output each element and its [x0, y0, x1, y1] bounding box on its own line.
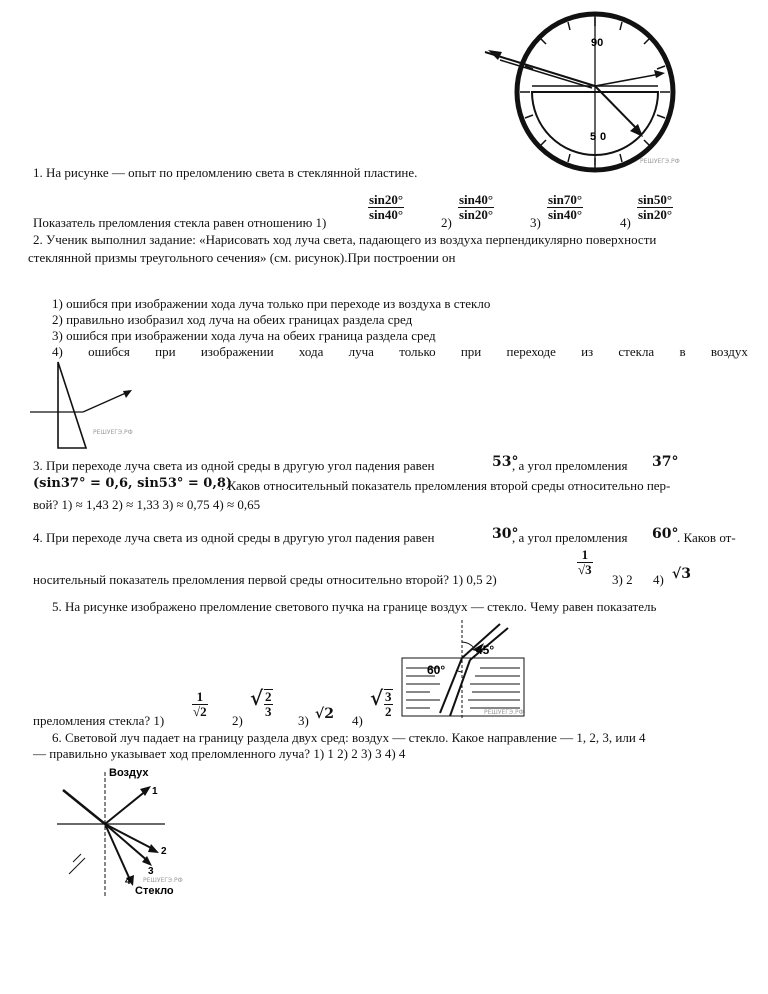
- q5-option-2-fraction: $\frac{2}{3}$: [265, 689, 272, 719]
- four-rays-figure: [55, 762, 195, 902]
- question-2-line-2: стеклянной призмы треугольного сечения» (см. рисунок).При построении он: [28, 250, 456, 265]
- ray-label-3: 3: [148, 866, 154, 877]
- disc-label-90: 90: [591, 37, 604, 49]
- q4-refraction-angle: 60°: [652, 526, 679, 542]
- question-3-options: вой? 1) ≈ 1,43 2) ≈ 1,33 3) ≈ 0,75 4) ≈ 0,65: [33, 497, 261, 512]
- question-2-option-4: 4) ошибся при изображении хода луча только при переходе из стекла в воздух: [52, 344, 748, 359]
- ray-label-4: 4: [125, 876, 131, 887]
- question-1-intro: 1. На рисунке — опыт по преломлению света в стеклянной пластине.: [33, 165, 418, 180]
- q4-incidence-angle: 30°: [492, 526, 519, 542]
- watermark: РЕШУЕГЭ.РФ: [93, 429, 133, 436]
- q5-option-2-sqrt: √: [250, 686, 264, 710]
- watermark: РЕШУЕГЭ.РФ: [143, 877, 183, 884]
- q1-option-4-label: 4): [620, 215, 631, 230]
- angle-60-label: 60°: [427, 663, 446, 677]
- beam-glass-figure: [400, 618, 530, 720]
- ray-label-2: 2: [161, 846, 167, 857]
- disc-label-0: 0: [600, 131, 607, 143]
- q1-option-1-fraction: $\frac{\sin 20^\circ}{\sin 40^\circ}$: [369, 192, 404, 222]
- label-glass: Стекло: [135, 885, 174, 897]
- q5-option-2-label: 2): [232, 713, 243, 728]
- question-2-option-1: 1) ошибся при изображении хода луча только при переходе из воздуха в стекло: [52, 296, 491, 311]
- q5-option-4-label: 4): [352, 713, 363, 728]
- q4-line-1-mid: , а угол преломления: [512, 530, 628, 545]
- q4-line-1-end: . Каков от-: [677, 530, 736, 545]
- refraction-disc-figure: [480, 20, 680, 170]
- ray-label-1: 1: [152, 786, 158, 797]
- q5-option-3-value: √2: [315, 706, 334, 722]
- q1-option-4-fraction: $\frac{\sin 50^\circ}{\sin 20^\circ}$: [638, 192, 673, 222]
- question-5-line-2: преломления стекла? 1): [33, 713, 165, 728]
- question-4-line-2: носительный показатель преломления первой среды относительно второй? 1) 0,5 2): [33, 572, 497, 587]
- q5-option-3-label: 3): [298, 713, 309, 728]
- q1-option-2-label: 2): [441, 215, 452, 230]
- q3-line-1-mid: , а угол преломления: [512, 458, 628, 473]
- watermark: РЕШУЕГЭ.РФ: [640, 158, 680, 165]
- q3-refraction-angle: 37°: [652, 454, 679, 470]
- prism-figure: [28, 360, 148, 455]
- q5-option-1-fraction: $\frac{1}{√2}$: [193, 689, 207, 719]
- question-1-answer-line: Показатель преломления стекла равен отношению 1): [33, 215, 327, 230]
- question-2-option-2: 2) правильно изобразил ход луча на обеих границах раздела сред: [52, 312, 413, 327]
- q1-option-3-label: 3): [530, 215, 541, 230]
- q1-option-3-fraction: $\frac{\sin 70^\circ}{\sin 40^\circ}$: [548, 192, 583, 222]
- q4-option-3: 3) 2: [612, 572, 633, 587]
- label-air: Воздух: [109, 767, 149, 779]
- q5-option-4-fraction: $\frac{3}{2}$: [385, 689, 392, 719]
- disc-label-5: 5: [590, 131, 597, 143]
- question-3-line-2: . Каков относительный показатель преломления второй среды относительно пер-: [221, 478, 671, 493]
- question-6-line-1: 6. Световой луч падает на границу раздела двух сред: воздух — стекло. Какое направление — 1, 2, 3, или 4: [52, 730, 646, 745]
- question-4-line-1: 4. При переходе луча света из одной среды в другую угол падения равен: [33, 530, 435, 545]
- question-3-line-1: 3. При переходе луча света из одной среды в другую угол падения равен: [33, 458, 435, 473]
- q3-incidence-angle: 53°: [492, 454, 519, 470]
- question-5-line-1: 5. На рисунке изображено преломление светового пучка на границе воздух — стекло. Чему равен показатель: [52, 599, 657, 614]
- q1-option-2-fraction: $\frac{\sin 40^\circ}{\sin 20^\circ}$: [459, 192, 494, 222]
- question-2-line-1: 2. Ученик выполнил задание: «Нарисовать ход луча света, падающего из воздуха перпендикулярно поверхности: [33, 232, 657, 247]
- question-6-line-2: — правильно указывает ход преломленного луча? 1) 1 2) 2 3) 3 4) 4: [33, 746, 406, 761]
- watermark: РЕШУЕГЭ.РФ: [484, 709, 524, 716]
- q4-option-4-label: 4): [653, 572, 664, 587]
- q3-sin-values: (sin37° = 0,6, sin53° = 0,8): [33, 476, 233, 491]
- q5-option-4-sqrt: √: [370, 686, 384, 710]
- q4-option-2-fraction: $\frac{1}{√3}$: [578, 547, 592, 577]
- angle-45-label: 45°: [476, 643, 495, 657]
- q4-option-4-value: √3: [672, 566, 691, 582]
- question-2-option-3: 3) ошибся при изображении хода луча на обеих граница раздела сред: [52, 328, 436, 343]
